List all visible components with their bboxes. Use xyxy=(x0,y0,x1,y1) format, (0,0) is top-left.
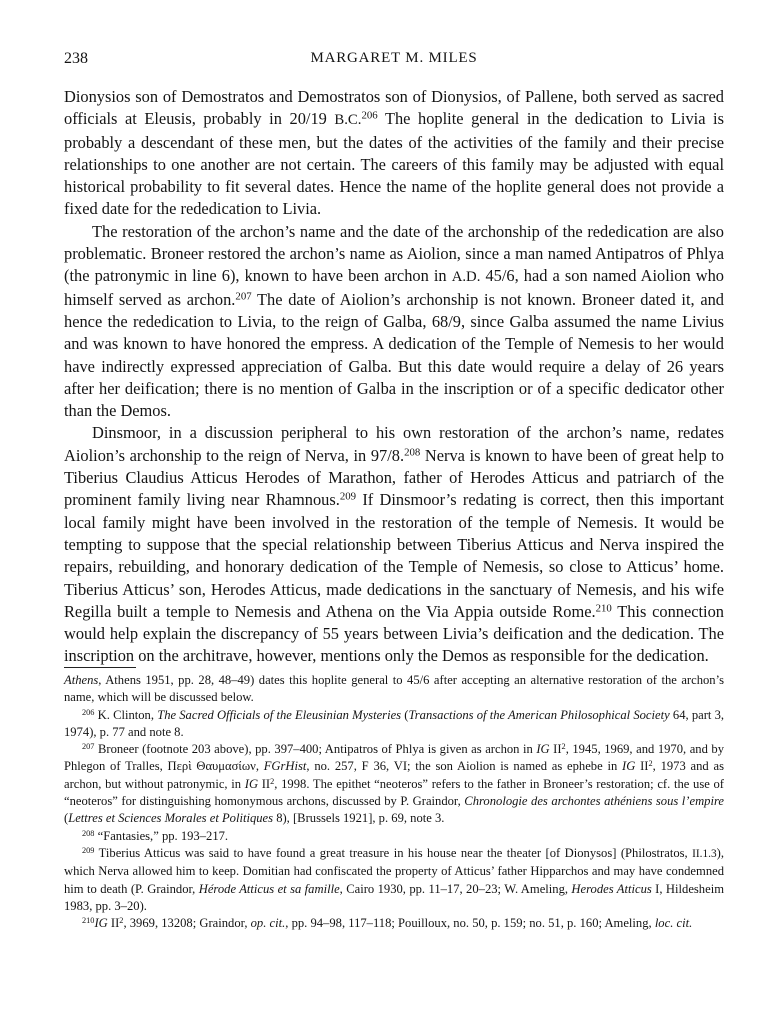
footnote-208: $^{208}$ “Fantasies,” pp. 193–217. xyxy=(82,828,229,843)
footnote-divider xyxy=(64,667,136,668)
footnote-207: $^{207}$ Broneer (footnote 203 above), pp. 397–400; Antipatros of Phlya is given as archon in IG $II^2$, 1945, 1969, and 1970, and by Phlegon of Tralles, Περὶ Θαυμασίων, FGrHist, no. 257, F 36, VI; the son Aiolion is named as ephebe in IG $II^2$, 1973 and as archon, but without patronymic, in IG $II^2$, 1998. The epithet “neoteros” refers to the father in Broneer’s restoration; cf. the use of “neoteros” for distinguishing homonymous archons, discussed by P. Graindor, Chronologie des archontes athéniens sous l’empire (Lettres et Sciences Morales et Politiques 8), [Brussels 1921], p. 69, note 3. xyxy=(64,742,725,826)
running-head: MARGARET M. MILES xyxy=(310,50,478,66)
main-text xyxy=(64,86,724,668)
footnote-206: $^{206}$ K. Clinton, The Sacred Officials of the Eleusinian Mysteries (Transactions of the American Philosophical Society 64, part 3, 1974), p. 77 and note 8. xyxy=(64,707,725,739)
footnotes xyxy=(64,672,724,932)
footnote-ref: 207 xyxy=(235,290,252,303)
body-paragraph: The restoration of the archon’s name and the date of the archonship of the rededication are also problematic. Broneer restored the archon’s name as Aiolion, since a man named Antipatros of Phlya (the patronymic in line 6), known to have been archon in A.D. 45/6, had a son named Aiolion who himself served as archon.$^{207}$ The date of Aiolion’s archonship is not known. Broneer dated it, and hence the rededication to Livia, to the reign of Galba, 68/9, since Galba assumed the name Livius and was known to have honored the empress. A dedication of the Temple of Nemesis to her would have indirectly expressed appreciation of Galba. But this date would require a delay of 26 years after her deification; there is no mention of Galba in the inscription or of a specific dedicator other than the Demos. xyxy=(64,221,725,421)
footnote-ref: 210 xyxy=(595,602,612,615)
page-header xyxy=(64,50,724,74)
footnote-continuation: Athens, Athens 1951, pp. 28, 48–49) dates this hoplite general to 45/6 after accepting an alternative restoration of the archon’s name, which will be discussed below. xyxy=(64,673,724,705)
footnote-209: $^{209}$ Tiberius Atticus was said to have found a great treasure in his house near the theater [of Dionysos] (Philostratos, II.1.3), which Nerva allowed him to keep. Domitian had confiscated the property of Atticus’ father Hipparchos and may have condemned him to death (P. Graindor, Hérode Atticus et sa famille, Cairo 1930, pp. 11–17, 20–23; W. Ameling, Herodes Atticus I, Hildesheim 1983, pp. 3–20). xyxy=(64,845,724,913)
footnote-ref: 209 xyxy=(339,490,357,503)
footnote-ref: 206 xyxy=(361,109,378,122)
body-paragraph: Dinsmoor, in a discussion peripheral to his own restoration of the archon’s name, redates Aiolion’s archonship to the reign of Nerva, in 97/8.$^{208}$ Nerva is known to have been of great help to Tiberius Claudius Atticus Herodes of Marathon, father of Herodes Atticus and patriarch of the prominent family living near Rhamnous.$^{209}$ If Dinsmoor’s redating is correct, then this important local family might have been involved in the restoration of the temple of Nemesis. It would be tempting to suppose that the special relationship between Tiberius Atticus and Nerva inspired the repairs, rebuilding, and honorary dedication of the Temple of Nemesis, so close to Atticus’ home. Tiberius Atticus’ son, Herodes Atticus, made dedications in the sanctuary of Nemesis, and his wife Regilla built a temple to Nemesis and Athena on the Via Appia outside Rome.$^{210}$ This connection would help explain the discrepancy of 55 years between Livia’s deification and the dedication. The inscription on the architrave, however, mentions only the Demos as responsible for the dedication. xyxy=(64,423,725,666)
body-paragraph: Dionysios son of Demostratos and Demostratos son of Dionysios, of Pallene, both served as sacred officials at Eleusis, probably in 20/19 B.C.$^{206}$ The hoplite general in the dedication to Livia is probably a descendant of these men, but the dates of the activities of the family and their precise relationships to one another are not certain. The careers of this family may be adjusted with equal historical probability to fit several dates. Hence the name of the hoplite general does not provide a fixed date for the rededication to Livia. xyxy=(64,87,724,219)
footnote-ref: 208 xyxy=(404,446,421,459)
page-number: 238 xyxy=(64,50,88,67)
footnote-210: $^{210}$IG $II^2$, 3969, 13208; Graindor, op. cit., pp. 94–98, 117–118; Pouilloux, no. 50, p. 159; no. 51, p. 160; Ameling, loc. cit. xyxy=(82,916,693,931)
